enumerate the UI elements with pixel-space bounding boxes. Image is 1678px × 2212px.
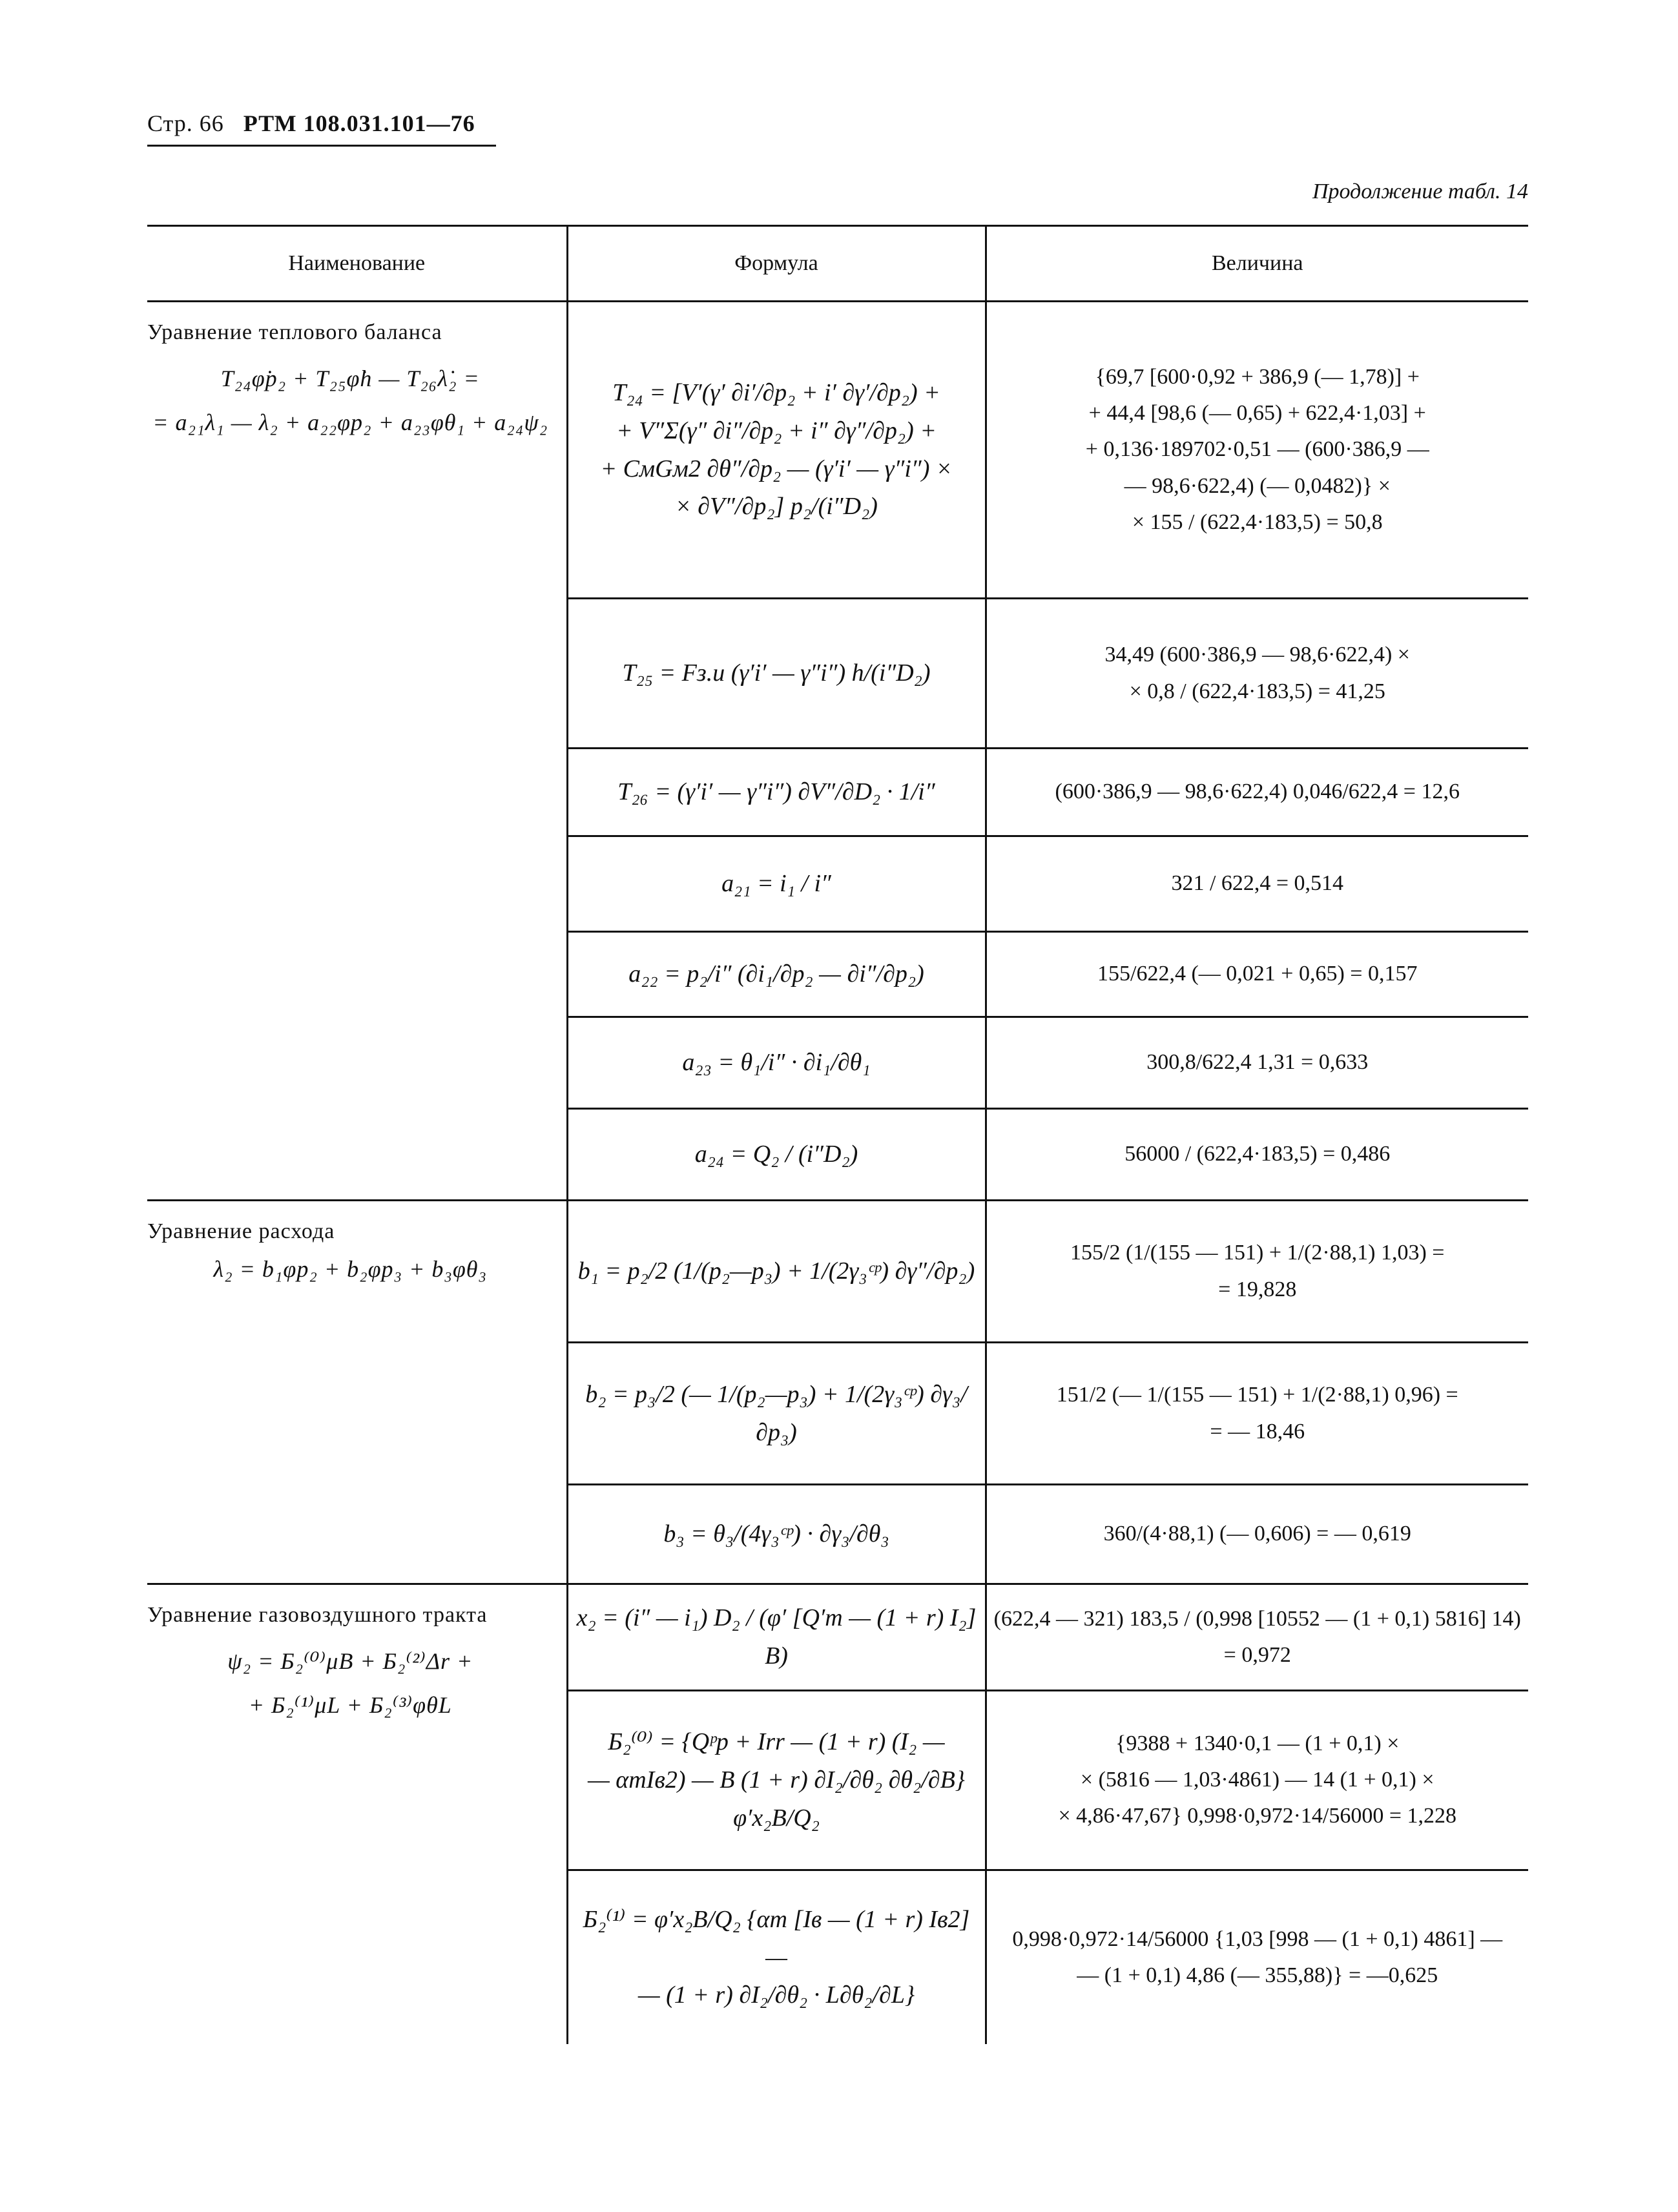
group-equation: T₂₄φ̇p₂ + T₂₅φ̇h — T₂₆λ̇₂ = = a₂₁λ₁ — λ₂ + a₂₂φp₂ + a₂₃φθ₁ + a₂₄ψ₂ <box>152 366 548 436</box>
column-header-formula: Формула <box>567 226 986 302</box>
group-gas-air-tract <box>147 1584 567 2045</box>
value-b3: 360/(4·88,1) (— 0,606) = — 0,619 <box>1103 1522 1411 1546</box>
formula-b2: b₂ = p₃/2 (— 1/(p₂—p₃) + 1/(2γ₃ᶜᵖ) ∂γ₃/∂p₃) <box>585 1380 968 1446</box>
formula-a22: a₂₂ = p₂/i″ (∂i₁/∂p₂ — ∂i″/∂p₂) <box>628 960 924 988</box>
table-header-row <box>147 226 1528 302</box>
value-T25: 34,49 (600·386,9 — 98,6·622,4) × × 0,8 / (622,4·183,5) = 41,25 <box>1104 643 1410 703</box>
group-flow <box>147 1201 567 1584</box>
column-header-value: Величина <box>986 226 1528 302</box>
formula-x2: x₂ = (i″ — i₁) D₂ / (φ′ [Q′т — (1 + r) I₂] B) <box>576 1604 977 1669</box>
group-equation: λ₂ = b₁φp₂ + b₂φp₃ + b₃φθ₃ <box>213 1256 487 1282</box>
column-header-name: Наименование <box>147 226 567 302</box>
group-heat-balance <box>147 302 567 1201</box>
formula-a21: a₂₁ = i₁ / i″ <box>721 870 831 898</box>
value-T24: {69,7 [600·0,92 + 386,9 (— 1,78)] + + 44,4 [98,6 (— 0,65) + 622,4·1,03] + + 0,136·189702·0,51 — (600·386,9 — — 98,6·622,4) (— 0,0482)} × × 155 / (622,4·183,5) = 50,8 <box>1085 365 1429 534</box>
group-equation: ψ₂ = Б₂⁽⁰⁾μB + Б₂⁽²⁾Δr + + Б₂⁽¹⁾μL + Б₂⁽³⁾φθL <box>227 1648 473 1719</box>
formula-table <box>147 225 1528 2044</box>
document-code: РТМ 108.031.101—76 <box>243 110 475 136</box>
formula-b1: b₁ = p₂/2 (1/(p₂—p₃) + 1/(2γ₃ᶜᵖ) ∂γ″/∂p₂) <box>577 1257 975 1285</box>
group-name: Уравнение газовоздушного тракта <box>147 1603 488 1627</box>
formula-B2-1: Б₂⁽¹⁾ = φ′x₂B/Q₂ {αт [Iв — (1 + r) Iв2] — — (1 + r) ∂I₂/∂θ₂ · L∂θ₂/∂L} <box>583 1905 970 2009</box>
group-name: Уравнение теплового баланса <box>147 320 442 344</box>
table-continuation-label: Продолжение табл. 14 <box>1312 180 1528 203</box>
page-header <box>147 110 475 137</box>
page-number: Стр. 66 <box>147 110 224 136</box>
formula-a23: a₂₃ = θ₁/i″ · ∂i₁/∂θ₁ <box>682 1049 871 1077</box>
formula-b3: b₃ = θ₃/(4γ₃ᶜᵖ) · ∂γ₃/∂θ₃ <box>663 1520 889 1548</box>
formula-a24: a₂₄ = Q₂ / (i″D₂) <box>694 1141 858 1168</box>
formula-T24: T₂₄ = [V′(γ′ ∂i′/∂p₂ + i′ ∂γ′/∂p₂) + + V″Σ(γ″ ∂i″/∂p₂ + i″ ∂γ″/∂p₂) + + CмGм2 ∂θ″/∂p₂ — (γ′i′ — γ″i″) × × ∂V″/∂p₂] p₂/(i″D₂) <box>600 378 953 521</box>
value-b2: 151/2 (— 1/(155 — 151) + 1/(2·88,1) 0,96) = = — 18,46 <box>1056 1383 1458 1443</box>
value-a24: 56000 / (622,4·183,5) = 0,486 <box>1124 1142 1391 1166</box>
header-rule <box>147 145 496 147</box>
value-B2-0: {9388 + 1340·0,1 — (1 + 0,1) × × (5816 — 1,03·4861) — 14 (1 + 0,1) × × 4,86·47,67} 0,998·0,972·14/56000 = 1,228 <box>1058 1731 1457 1828</box>
formula-T25: T₂₅ = Fз.и (γ′i′ — γ″i″) h/(i″D₂) <box>622 659 931 687</box>
value-a23: 300,8/622,4 1,31 = 0,633 <box>1146 1050 1369 1075</box>
value-T26: (600·386,9 — 98,6·622,4) 0,046/622,4 = 12,6 <box>1055 780 1460 804</box>
formula-T26: T₂₆ = (γ′i′ — γ″i″) ∂V″/∂D₂ · 1/i″ <box>617 778 935 806</box>
table-row <box>147 1584 1528 1691</box>
formula-B2-0: Б₂⁽⁰⁾ = {Qᵖр + Irr — (1 + r) (I₂ — — αтIв2) — B (1 + r) ∂I₂/∂θ₂ ∂θ₂/∂B} φ′x₂B/Q₂ <box>588 1728 965 1832</box>
value-b1: 155/2 (1/(155 — 151) + 1/(2·88,1) 1,03) = = 19,828 <box>1070 1241 1445 1301</box>
value-x2: (622,4 — 321) 183,5 / (0,998 [10552 — (1 + 0,1) 5816] 14) = 0,972 <box>993 1606 1521 1667</box>
table-row <box>147 302 1528 599</box>
group-name: Уравнение расхода <box>147 1219 335 1243</box>
value-a22: 155/622,4 (— 0,021 + 0,65) = 0,157 <box>1097 962 1418 986</box>
value-a21: 321 / 622,4 = 0,514 <box>1171 871 1344 896</box>
value-B2-1: 0,998·0,972·14/56000 {1,03 [998 — (1 + 0,1) 4861] — — (1 + 0,1) 4,86 (— 355,88)} = —0,625 <box>1012 1927 1503 1988</box>
table-row <box>147 1201 1528 1343</box>
